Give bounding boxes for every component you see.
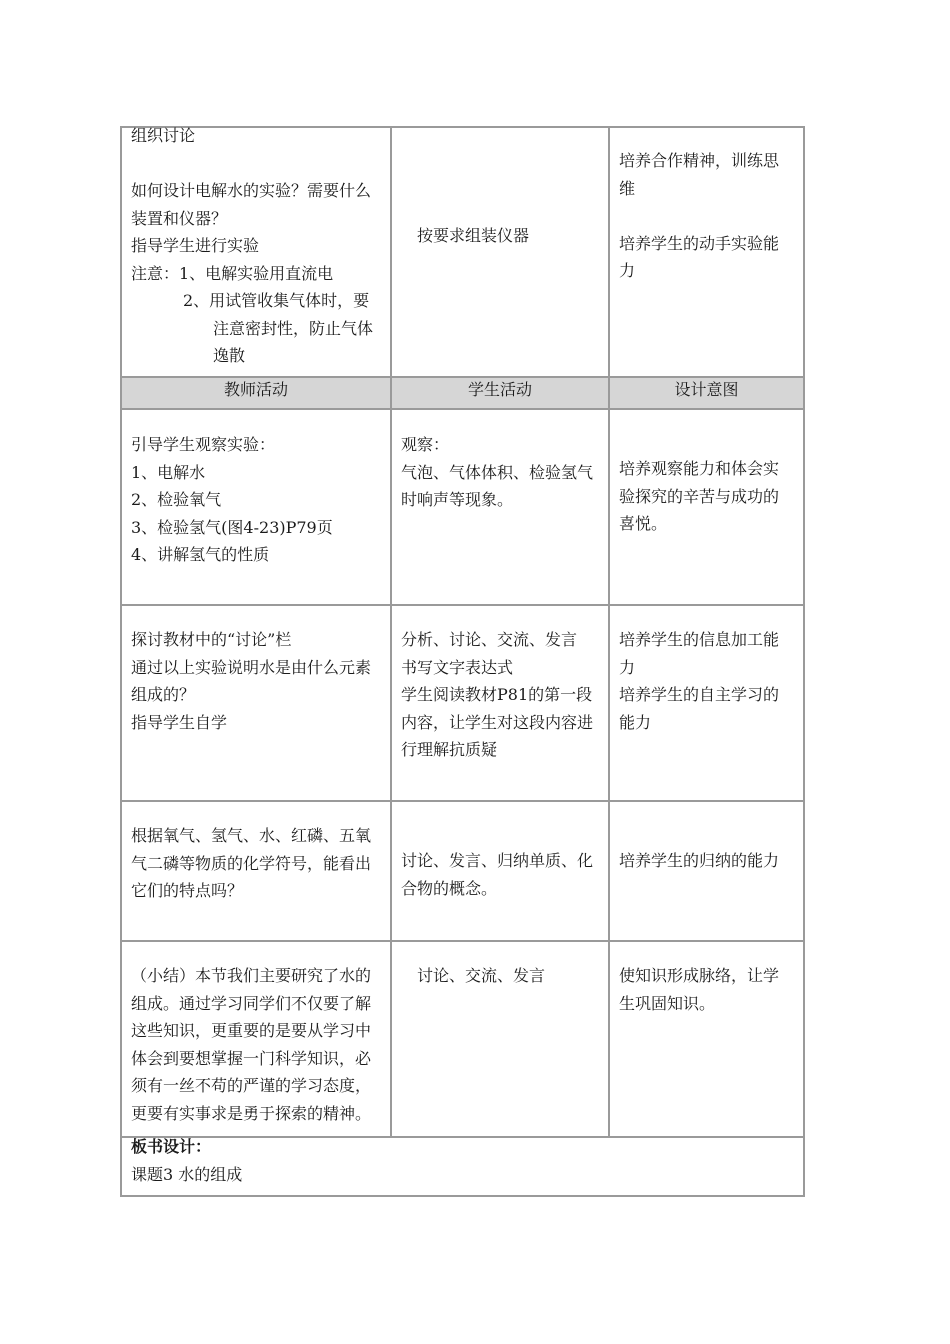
text-line: 分析、讨论、交流、发言: [401, 630, 578, 649]
text-line: 讨论、交流、发言: [417, 966, 546, 985]
text-line: 讨论、发言、归纳单质、化: [401, 851, 594, 870]
text-line: 力: [619, 261, 636, 280]
text-line: 注意密封性，防止气体: [213, 318, 374, 338]
text-line: 装置和仪器？: [131, 208, 228, 228]
row4-intent-text: [619, 962, 779, 1017]
text-line: 更要有实事求是勇于探索的精神。: [131, 1103, 372, 1123]
header-student-cell: [390, 376, 610, 410]
text-line: 逸散: [213, 346, 246, 365]
text-line: 气二磷等物质的化学符号，能看出: [131, 853, 372, 873]
header-teacher-cell: [120, 376, 392, 410]
text-line: 验探究的辛苦与成功的: [619, 486, 780, 506]
text-line: （小结）本节我们主要研究了水的: [131, 966, 372, 985]
text-line: 按要求组装仪器: [417, 226, 530, 245]
text-line: [619, 202, 779, 230]
text-line: 它们的特点吗？: [131, 881, 244, 900]
row2-student-text: [401, 626, 593, 764]
text-line: 培养学生的自主学习的: [619, 685, 780, 704]
row2-teacher-text: [131, 626, 371, 736]
text-line: 生巩固知识。: [619, 993, 716, 1013]
text-line: 观察：: [401, 435, 450, 454]
text-line: 内容，让学生对这段内容进: [401, 712, 594, 732]
text-line: 培养观察能力和体会实: [619, 459, 780, 478]
row2-intent-text: [619, 626, 779, 736]
text-line: 通过以上实验说明水是由什么元素: [131, 657, 372, 677]
text-line: 组织讨论: [131, 126, 196, 145]
row0-student-text: [417, 222, 529, 250]
text-line: 书写文字表达式: [401, 657, 514, 677]
board-design-title: 板书设计：: [131, 1137, 212, 1156]
row1-student-text: [401, 431, 593, 514]
text-line: 这些知识，更重要的是要从学习中: [131, 1021, 372, 1040]
text-line: 1、电解水: [131, 462, 206, 482]
board-design-topic: 课题3 水的组成: [131, 1164, 243, 1184]
text-line: 合物的概念。: [401, 878, 498, 898]
text-line: 指导学生进行实验: [131, 236, 260, 255]
header-intent-cell: [608, 376, 805, 410]
text-line: 气泡、气体体积、检验氢气: [401, 462, 594, 482]
text-line: 探讨教材中的“讨论”栏: [131, 630, 292, 649]
header-intent-label: 设计意图: [674, 380, 739, 399]
row1-teacher-text: [131, 431, 333, 569]
text-line: 能力: [619, 712, 652, 732]
text-line: 力: [619, 657, 636, 677]
text-line: 喜悦。: [619, 514, 668, 533]
text-line: 3、检验氢气(图4-23)P79页: [131, 517, 333, 537]
text-line: 如何设计电解水的实验？需要什么: [131, 181, 372, 200]
text-line: 体会到要想掌握一门科学知识，必: [131, 1048, 372, 1068]
text-line: 维: [619, 178, 636, 198]
header-teacher-label: 教师活动: [223, 380, 288, 399]
text-line: 行理解抗质疑: [401, 740, 498, 759]
text-line: 须有一丝不苟的严谨的学习态度，: [131, 1076, 372, 1095]
row3-student-text: [401, 847, 593, 902]
text-line: 使知识形成脉络，让学: [619, 966, 780, 985]
text-line: 组成。通过学习同学们不仅要了解: [131, 993, 372, 1013]
text-line: 组成的？: [131, 685, 196, 704]
row1-intent-text: [619, 455, 779, 538]
row0-teacher-text: [131, 122, 373, 370]
text-line: 培养学生的归纳的能力: [619, 851, 780, 870]
row3-teacher-text: [131, 822, 371, 905]
text-line: 2、用试管收集气体时，要: [183, 291, 370, 310]
row0-student-cell: [390, 126, 610, 378]
text-line: 培养学生的动手实验能: [619, 233, 780, 253]
row0-intent-text: [619, 147, 779, 285]
text-line: [131, 150, 373, 178]
text-line: 时响声等现象。: [401, 490, 514, 509]
text-line: 根据氧气、氢气、水、红磷、五氧: [131, 826, 372, 845]
text-line: 指导学生自学: [131, 712, 228, 732]
header-student-label: 学生活动: [467, 380, 532, 399]
row4-teacher-text: [131, 962, 371, 1127]
text-line: 培养学生的信息加工能: [619, 630, 780, 649]
text-line: 2、检验氧气: [131, 490, 222, 509]
text-line: 引导学生观察实验：: [131, 435, 276, 454]
text-line: 学生阅读教材P81的第一段: [401, 685, 593, 704]
board-design-text: [131, 1133, 242, 1188]
text-line: 注意：1、电解实验用直流电: [131, 263, 334, 283]
row4-student-text: [417, 962, 545, 990]
text-line: 4、讲解氢气的性质: [131, 545, 270, 564]
row3-intent-text: [619, 847, 779, 875]
text-line: 培养合作精神，训练思: [619, 151, 780, 170]
